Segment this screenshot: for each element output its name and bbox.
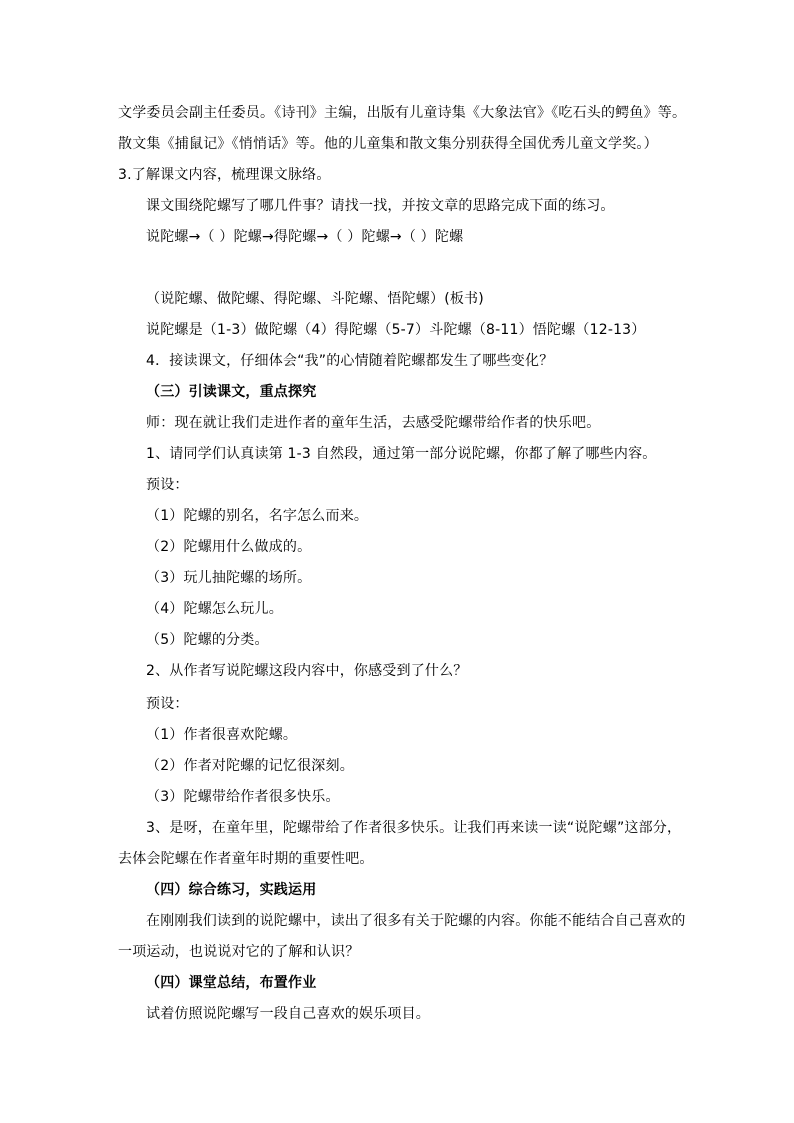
paragraph-line: 试着仿照说陀螺写一段自己喜欢的娱乐项目。 [146, 1006, 430, 1022]
list-item: （1）陀螺的别名，名字怎么而来。 [146, 508, 369, 524]
preset-label: 预设： [146, 696, 189, 712]
paragraph-line: 4．接读课文，仔细体会“我”的心情随着陀螺都发生了哪些变化？ [146, 353, 554, 369]
paragraph-line: 说陀螺是（1-3）做陀螺（4）得陀螺（5-7）斗陀螺（8-11）悟陀螺（12-13） [146, 322, 646, 338]
section-heading: （三）引读课文，重点探究 [146, 384, 317, 400]
paragraph-line: 去体会陀螺在作者童年时期的重要性吧。 [118, 851, 374, 867]
paragraph-line: 2、从作者写说陀螺这段内容中，你感受到了什么？ [146, 663, 468, 679]
paragraph-line: 散文集《捕鼠记》《悄悄话》等。他的儿童集和散文集分别获得全国优秀儿童文学奖。） [118, 136, 658, 152]
list-item: （3）陀螺带给作者很多快乐。 [146, 789, 340, 805]
list-item: （2）陀螺用什么做成的。 [146, 539, 312, 555]
paragraph-line: 一项运动，也说说对它的了解和认识？ [118, 944, 360, 960]
paragraph-line: 文学委员会副主任委员。《诗刊》主编，出版有儿童诗集《大象法官》《吃石头的鳄鱼》等。 [118, 105, 687, 121]
list-item: （1）作者很喜欢陀螺。 [146, 727, 298, 743]
board-note: （说陀螺、做陀螺、得陀螺、斗陀螺、悟陀螺）(板书) [146, 291, 484, 307]
list-item: （2）作者对陀螺的记忆很深刻。 [146, 758, 354, 774]
list-item: （4）陀螺怎么玩儿。 [146, 601, 283, 617]
paragraph-line: 1、请同学们认真读第 1-3 自然段，通过第一部分说陀螺，你都了解了哪些内容。 [146, 446, 657, 462]
paragraph-line: 3、是呀，在童年里，陀螺带给了作者很多快乐。让我们再来读一读“说陀螺”这部分， [146, 820, 682, 836]
section-heading: （四）综合练习，实践运用 [146, 882, 317, 898]
paragraph-line: 在刚刚我们读到的说陀螺中，读出了很多有关于陀螺的内容。你能不能结合自己喜欢的 [146, 913, 686, 929]
paragraph-line: 课文围绕陀螺写了哪几件事？请找一找，并按文章的思路完成下面的练习。 [146, 198, 615, 214]
list-item: （3）玩儿抽陀螺的场所。 [146, 570, 312, 586]
section-heading: 3.了解课文内容，梳理课文脉络。 [118, 167, 331, 183]
list-item: （5）陀螺的分类。 [146, 632, 269, 648]
section-heading: （四）课堂总结，布置作业 [146, 975, 317, 991]
exercise-line: 说陀螺→（ ）陀螺→得陀螺→（ ）陀螺→（ ）陀螺 [146, 229, 464, 245]
paragraph-line: 师：现在就让我们走进作者的童年生活，去感受陀螺带给作者的快乐吧。 [146, 415, 601, 431]
preset-label: 预设： [146, 477, 189, 493]
